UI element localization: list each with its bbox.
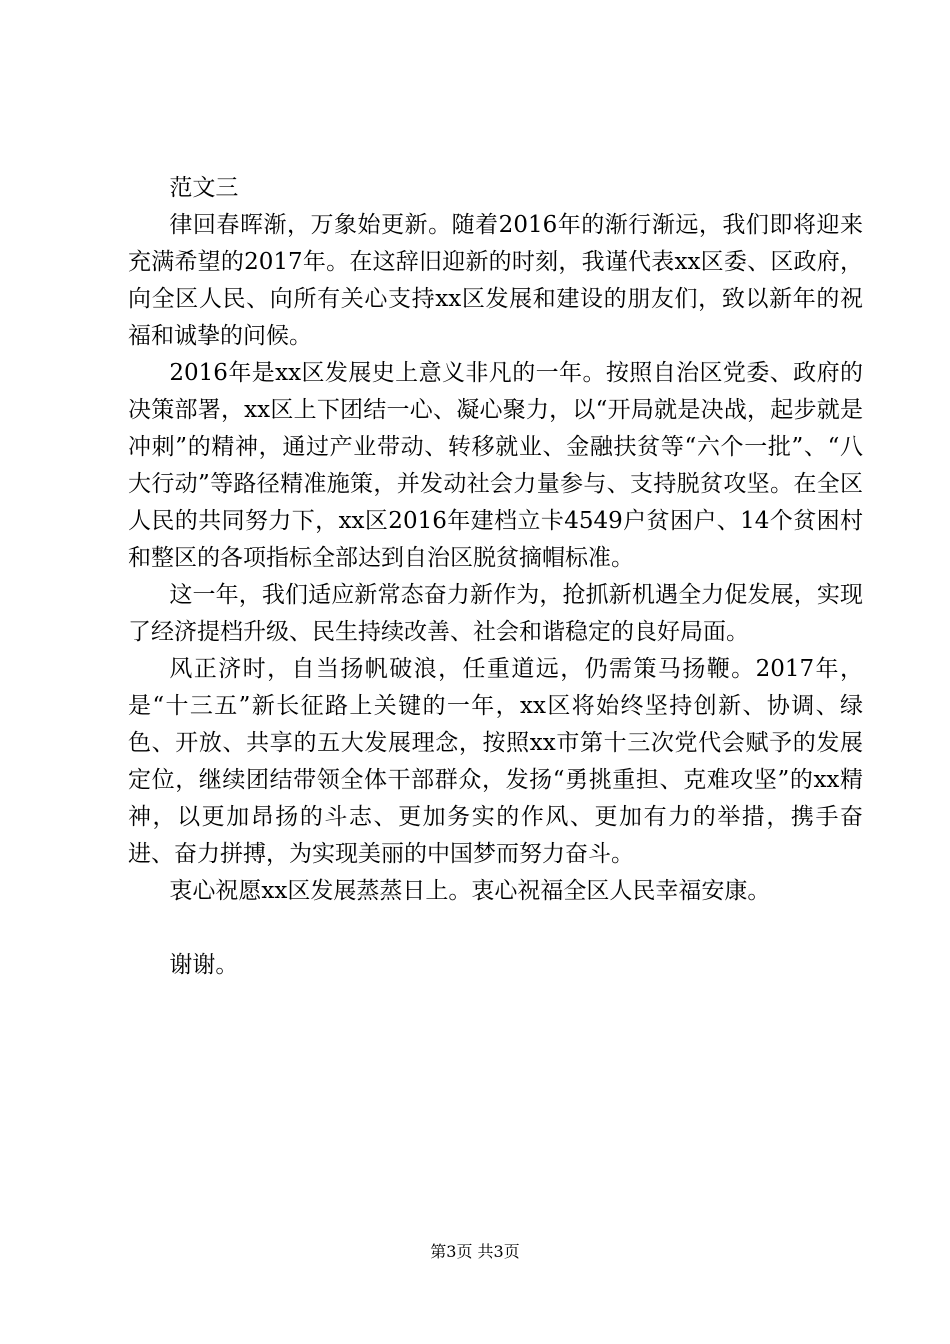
paragraph-2016-review: 2016年是xx区发展史上意义非凡的一年。按照自治区党委、政府的决策部署，xx区上下团结一心、凝心聚力，以“开局就是决战，起步就是冲刺”的精神，通过产业带动、转移就业、金融扶贫等“六个一批”、“八大行动”等路径精准施策，并发动社会力量参与、支持脱贫攻坚。在全区人民的共同努力下，xx区2016年建档立卡4549户贫困户、14个贫困村和整区的各项指标全部达到自治区脱贫摘帽标准。 bbox=[128, 360, 863, 571]
document-body bbox=[128, 170, 863, 984]
paragraph-year-summary: 这一年，我们适应新常态奋力新作为，抢抓新机遇全力促发展，实现了经济提档升级、民生持续改善、社会和谐稳定的良好局面。 bbox=[128, 582, 863, 645]
paragraph-2017-outlook: 风正济时，自当扬帆破浪，任重道远，仍需策马扬鞭。2017年，是“十三五”新长征路上关键的一年，xx区将始终坚持创新、协调、绿色、开放、共享的五大发展理念，按照xx市第十三次党代会赋予的发展定位，继续团结带领全体干部群众，发扬“勇挑重担、克难攻坚”的xx精神，以更加昂扬的斗志、更加务实的作风、更加有力的举措，携手奋进、奋力拼搏，为实现美丽的中国梦而努力奋斗。 bbox=[128, 656, 863, 867]
section-heading: 范文三 bbox=[169, 175, 239, 201]
paragraph-wishes: 衷心祝愿xx区发展蒸蒸日上。衷心祝福全区人民幸福安康。 bbox=[169, 878, 771, 904]
page-number-footer: 第3页 共3页 bbox=[430, 1242, 520, 1261]
closing-thanks: 谢谢。 bbox=[169, 952, 239, 978]
paragraph-greeting: 律回春晖渐，万象始更新。随着2016年的渐行渐远，我们即将迎来充满希望的2017年。在这辞旧迎新的时刻，我谨代表xx区委、区政府，向全区人民、向所有关心支持xx区发展和建设的朋友们，致以新年的祝福和诚挚的问候。 bbox=[128, 212, 863, 349]
